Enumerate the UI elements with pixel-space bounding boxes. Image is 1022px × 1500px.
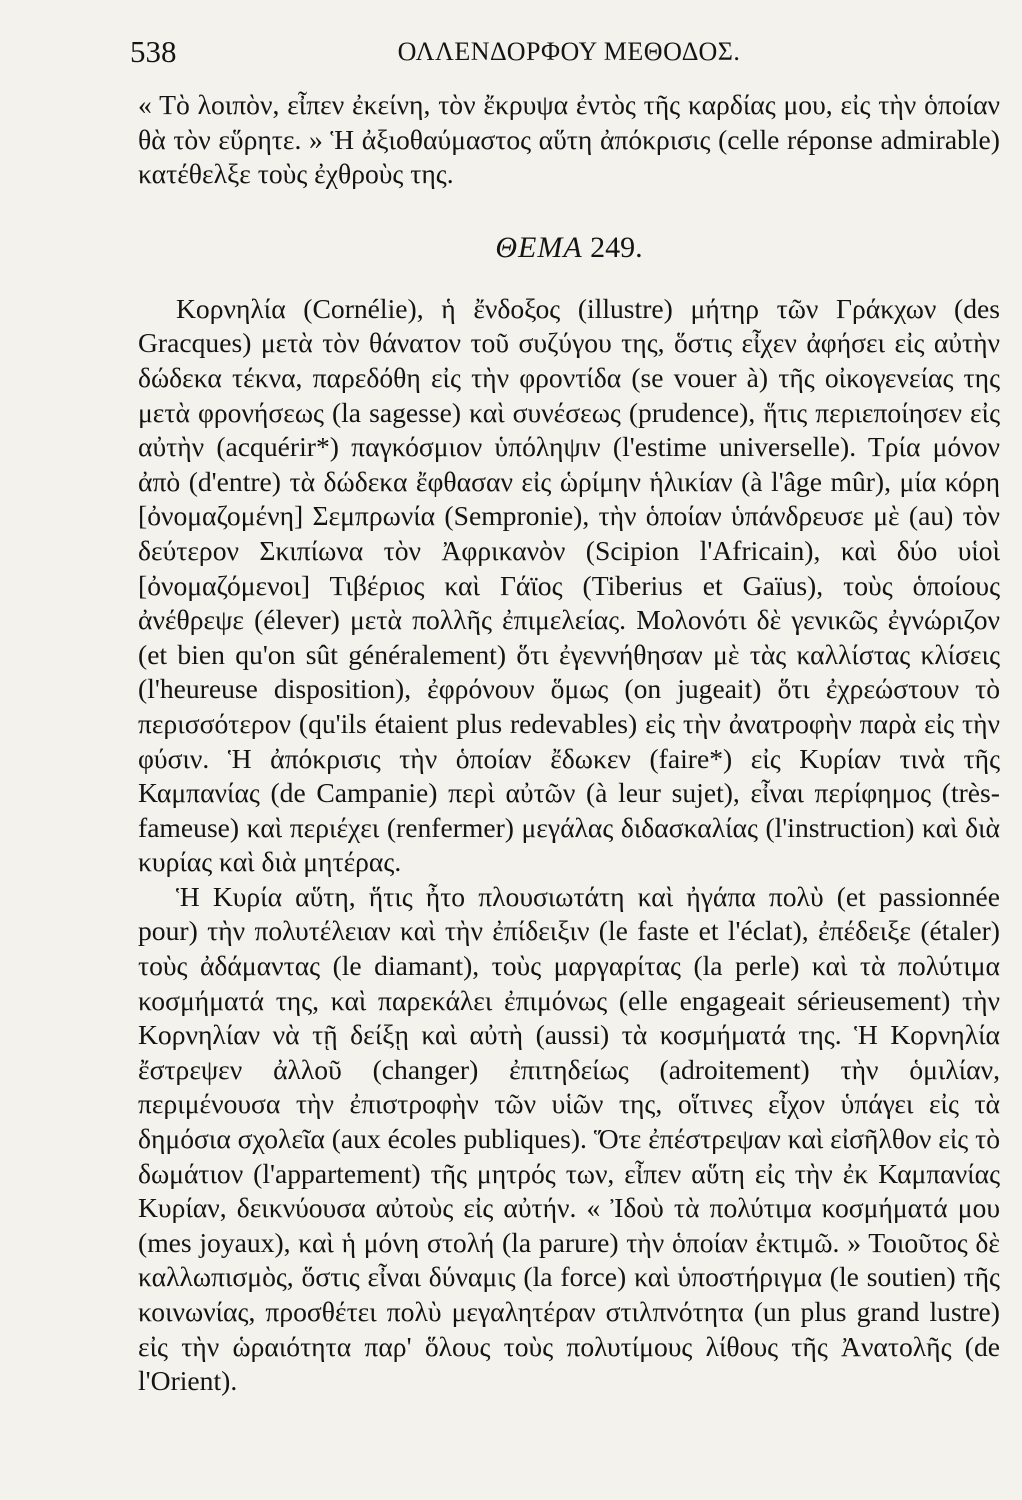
intro-paragraph: « Τὸ λοιπὸν, εἶπεν ἐκείνη, τὸν ἔκρυψα ἐντὸς τῆς καρδίας μου, εἰς τὴν ὁποίαν θὰ τὸν εὕρητε. » Ἡ ἀξιοθαύμαστος αὕτη ἀπόκρισις (celle réponse admirable) κατέθελξε τοὺς ἐχθροὺς της. — [138, 89, 1000, 190]
running-head: ΟΛΛΕΝΔΟΡΦΟΥ ΜΕΘΟΔΟΣ. — [397, 37, 741, 66]
page-header — [130, 30, 1000, 74]
theme-heading — [138, 228, 1000, 268]
paragraph-2: Ἡ Κυρία αὕτη, ἥτις ἦτο πλουσιωτάτη καὶ ἠγάπα πολὺ (et passionnée pour) τὴν πολυτέλειαν καὶ τὴν ἐπίδειξιν (le faste et l'éclat), ἐπέδειξε (étaler) τοὺς ἀδάμαντας (le diamant), τοὺς μαργαρίτας (la perle) καὶ τὰ πολύτιμα κοσμήματά της, καὶ παρεκάλει ἐπιμόνως (elle engageait sérieusement) τὴν Κορνηλίαν νὰ τῇ δείξῃ καὶ αὐτὴ (aussi) τὰ κοσμήματά της. Ἡ Κορνηλία ἔστρεψεν ἀλλοῦ (changer) ἐπιτηδείως (adroitement) τὴν ὁμιλίαν, περιμένουσα τὴν ἐπιστροφὴν τῶν υἱῶν της, οἵτινες εἶχον ὑπάγει εἰς τὰ δημόσια σχολεῖα (aux écoles publiques). Ὅτε ἐπέστρεψαν καὶ εἰσῆλθον εἰς τὸ δωμάτιον (l'appartement) τῆς μητρός των, εἶπεν αὕτη εἰς τὴν ἐκ Καμπανίας Κυρίαν, δεικνύουσα αὐτοὺς εἰς αὐτήν. « Ἰδοὺ τὰ πολύτιμα κοσμήματά μου (mes joyaux), καὶ ἡ μόνη στολή (la parure) τὴν ὁποίαν ἐκτιμῶ. » Τοιοῦτος δὲ καλλωπισμὸς, ὅστις εἶναι δύναμις (la force) καὶ ὑποστήριγμα (le soutien) τῆς κοινωνίας, προσθέτει πολὺ μεγαλητέραν στιλπνότητα (un plus grand lustre) εἰς τὴν ὡραιότητα παρ' ὅλους τοὺς πολυτίμους λίθους τῆς Ἀνατολῆς (de l'Orient). — [138, 880, 1000, 1397]
paragraph-1: Κορνηλία (Cornélie), ἡ ἔνδοξος (illustre) μήτηρ τῶν Γράκχων (des Gracques) μετὰ τὸν θάνατον τοῦ συζύγου της, ὅστις εἶχεν ἀφήσει εἰς αὐτὴν δώδεκα τέκνα, παρεδόθη εἰς τὴν φροντίδα (se vouer à) τῆς οἰκογενείας της μετὰ φρονήσεως (la sagesse) καὶ συνέσεως (prudence), ἥτις περιεποίησεν εἰς αὐτὴν (acquérir*) παγκόσμιον ὑπόληψιν (l'estime universelle). Τρία μόνον ἀπὸ (d'entre) τὰ δώδεκα ἔφθασαν εἰς ὡρίμην ἡλικίαν (à l'âge mûr), μία κόρη [ὀνομαζομένη] Σεμπρωνία (Sempronie), τὴν ὁποίαν ὑπάνδρευσε μὲ (au) τὸν δεύτερον Σκιπίωνα τὸν Ἀφρικανὸν (Scipion l'Africain), καὶ δύο υἱοὶ [ὀνομαζόμενοι] Τιβέριος καὶ Γάϊος (Tiberius et Gaïus), τοὺς ὁποίους ἀνέθρεψε (élever) μετὰ πολλῆς ἐπιμελείας. Μολονότι δὲ γενικῶς ἐγνώριζον (et bien qu'on sût généralement) ὅτι ἐγεννήθησαν μὲ τὰς καλλίστας κλίσεις (l'heureuse disposition), ἐφρόνουν ὅμως (on jugeait) ὅτι ἐχρεώστουν τὸ περισσότερον (qu'ils étaient plus redevables) εἰς τὴν ἀνατροφὴν παρὰ εἰς τὴν φύσιν. Ἡ ἀπόκρισις τὴν ὁποίαν ἔδωκεν (faire*) εἰς Κυρίαν τινὰ τῆς Καμπανίας (de Campanie) περὶ αὐτῶν (à leur sujet), εἶναι περίφημος (très-fameuse) καὶ περιέχει (renfermer) μεγάλας διδασκαλίας (l'instruction) καὶ διὰ κυρίας καὶ διὰ μητέρας. — [138, 292, 1000, 878]
text-block — [130, 30, 1000, 1399]
page-number: 538 — [130, 34, 177, 69]
theme-number: 249. — [590, 230, 643, 264]
theme-label: ΘΕΜΑ — [495, 230, 583, 264]
